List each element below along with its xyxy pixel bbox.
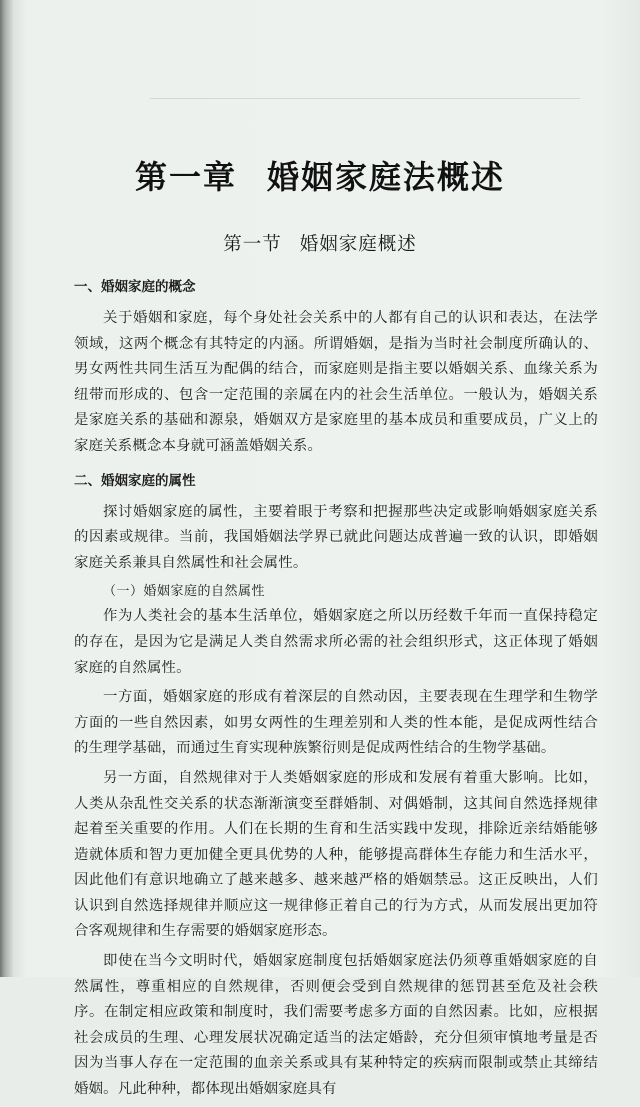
- heading-attributes: 二、婚姻家庭的属性: [74, 472, 196, 489]
- chapter-name: 婚姻家庭法概述: [267, 158, 506, 196]
- chapter-number: 第一章: [134, 158, 237, 196]
- subheading-natural: （一）婚姻家庭的自然属性: [103, 584, 266, 600]
- chapter-title: [0, 152, 640, 198]
- paragraph-2: 探讨婚姻家庭的属性，主要着眼于考察和把握那些决定或影响婚姻家庭关系的因素或规律。当前，我国婚姻法学界已就此问题达成普遍一致的认识，即婚姻家庭关系兼具自然属性和社会属性。: [74, 503, 598, 571]
- header-rule: [150, 98, 580, 99]
- paragraph-5: 另一方面，自然规律对于人类婚姻家庭的形成和发展有着重大影响。比如，人类从杂乱性交关系的状态渐渐演变至群婚制、对偶婚制，这其间自然选择规律起着至关重要的作用。人们在长期的生育和生活实践中发现，排除近亲结婚能够造就体质和智力更加健全更具优势的人种，能够提高群体生存能力和生活水平，因此他们有意识地确立了越来越多、越来越严格的婚姻禁忌。这正反映出，人们认识到自然选择规律并顺应这一规律修正着自己的行为方式，从而发展出更加符合客观规律和生存需要的婚姻家庭形态。: [74, 769, 598, 940]
- paragraph-1: 关于婚姻和家庭，每个身处社会关系中的人都有自己的认识和表达，在法学领域，这两个概念有其特定的内涵。所谓婚姻，是指为当时社会制度所确认的、男女两性共同生活互为配偶的结合，而家庭则是指主要以婚姻关系、血缘关系为纽带而形成的、包含一定范围的亲属在内的社会生活单位。一般认为，婚姻关系是家庭关系的基础和源泉，婚姻双方是家庭里的基本成员和重要成员，广义上的家庭关系概念本身就可涵盖婚姻关系。: [74, 310, 598, 454]
- section-number: 第一节: [223, 234, 282, 255]
- section-name: 婚姻家庭概述: [299, 234, 417, 255]
- paragraph-3: 作为人类社会的基本生活单位，婚姻家庭之所以历经数千年而一直保持稳定的存在，是因为它是满足人类自然需求所必需的社会组织形式，这正体现了婚姻家庭的自然属性。: [74, 608, 598, 676]
- heading-concept: 一、婚姻家庭的概念: [74, 279, 196, 295]
- body-text: [74, 272, 598, 1107]
- paragraph-6: 即使在当今文明时代，婚姻家庭制度包括婚姻家庭法仍须尊重婚姻家庭的自然属性，尊重相应的自然规律，否则便会受到自然规律的惩罚甚至危及社会秩序。在制定相应政策和制度时，我们需要考虑多方面的自然因素。比如，应根据社会成员的生理、心理发展状况确定适当的法定婚龄，充分但须审慎地考量是否因为当事人存在一定范围的血亲关系或具有某种特定的疾病而限制或禁止其缔结婚姻。凡此种种，都体现出婚姻家庭具有: [74, 953, 598, 1098]
- section-title: [0, 230, 640, 256]
- paragraph-4: 一方面，婚姻家庭的形成有着深层的自然动因，主要表现在生理学和生物学方面的一些自然因素，如男女两性的生理差别和人类的性本能，是促成两性结合的生理学基础，而通过生育实现种族繁衍则是促成两性结合的生物学基础。: [74, 689, 598, 757]
